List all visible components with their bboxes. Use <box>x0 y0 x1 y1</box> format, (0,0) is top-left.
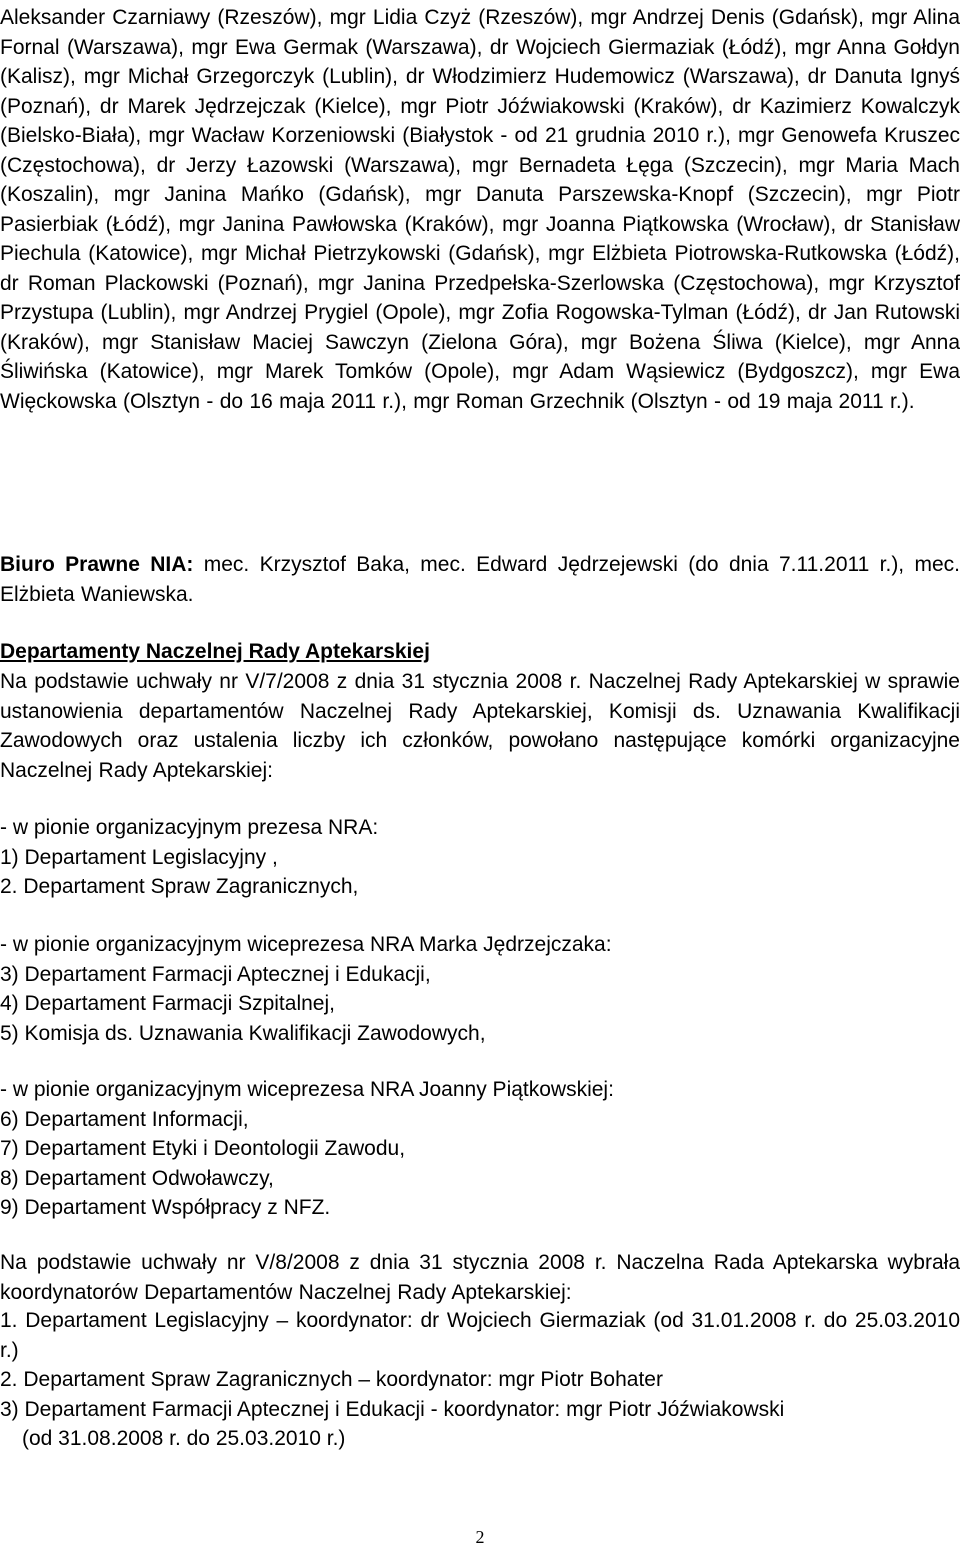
members-paragraph: Aleksander Czarniawy (Rzeszów), mgr Lidia Czyż (Rzeszów), mgr Andrzej Denis (Gdańsk), mgr Alina Fornal (Warszawa), mgr Ewa Germak (Warszawa), dr Wojciech Giermaziak (Łódź), mgr Anna Gołdyn (Kalisz), mgr Michał Grzegorczyk (Lublin), dr Włodzimierz Hudemowicz (Warszawa), dr Danuta Ignyś (Poznań), dr Marek Jędrzejczak (Kielce), mgr Piotr Jóźwiakowski (Kraków), dr Kazimierz Kowalczyk (Bielsko-Biała), mgr Wacław Korzeniowski (Białystok - od 21 grudnia 2010 r.), mgr Genowefa Kruszec (Częstochowa), dr Jerzy Łazowski (Warszawa), mgr Bernadeta Łęga (Szczecin), mgr Maria Mach (Koszalin), mgr Janina Mańko (Gdańsk), mgr Danuta Parszewska-Knopf (Szczecin), mgr Piotr Pasierbiak (Łódź), mgr Janina Pawłowska (Kraków), mgr Joanna Piątkowska (Wrocław), dr Stanisław Piechula (Katowice), mgr Michał Pietrzykowski (Gdańsk), mgr Elżbieta Piotrowska-Rutkowska (Łódź), dr Roman Plackowski (Poznań), mgr Janina Przedpełska-Szerlowska (Częstochowa), mgr Krzysztof Przystupa (Lublin), mgr Andrzej Prygiel (Opole), mgr Zofia Rogowska-Tylman (Łódź), dr Jan Rutowski (Kraków), mgr Stanisław Maciej Sawczyn (Zielona Góra), mgr Bożena Śliwa (Kielce), mgr Anna Śliwińska (Katowice), mgr Marek Tomków (Opole), mgr Adam Wąsiewicz (Bydgoszcz), mgr Ewa Więckowska (Olsztyn - do 16 maja 2011 r.), mgr Roman Grzechnik (Olsztyn - od 19 maja 2011 r.). <box>0 6 960 413</box>
legal-office-label: Biuro Prawne NIA: <box>0 553 194 576</box>
coordinator-item-3-dates: (od 31.08.2008 r. do 25.03.2010 r.) <box>22 1427 346 1450</box>
list-item: 6) Departament Informacji, <box>0 1107 249 1131</box>
group-title: - w pionie organizacyjnym wiceprezesa NRA Joanny Piątkowskiej: <box>0 1078 614 1101</box>
coordinators-list <box>0 1306 960 1454</box>
list-item: 1) Departament Legislacyjny , <box>0 845 278 869</box>
list-item: 3) Departament Farmacji Aptecznej i Edukacji, <box>0 962 431 986</box>
list-item: 4) Departament Farmacji Szpitalnej, <box>0 992 335 1015</box>
group-title: - w pionie organizacyjnym prezesa NRA: <box>0 816 379 839</box>
coordinator-item-2: 2. Departament Spraw Zagranicznych – koordynator: mgr Piotr Bohater <box>0 1368 663 1391</box>
coordinator-item-3: 3) Departament Farmacji Aptecznej i Edukacji - koordynator: mgr Piotr Jóźwiakowski <box>0 1397 785 1421</box>
department-group-vp-jedrzejczak <box>0 930 960 1048</box>
group-title: - w pionie organizacyjnym wiceprezesa NRA Marka Jędrzejczaka: <box>0 933 612 956</box>
department-group-president <box>0 813 960 902</box>
list-item: 9) Departament Współpracy z NFZ. <box>0 1196 331 1219</box>
legal-office-paragraph <box>0 550 960 609</box>
list-item: 8) Departament Odwoławczy, <box>0 1166 274 1190</box>
departments-heading: Departamenty Naczelnej Rady Aptekarskiej <box>0 640 430 663</box>
list-item: 5) Komisja ds. Uznawania Kwalifikacji Zawodowych, <box>0 1021 486 1045</box>
coordinator-item-1: 1. Departament Legislacyjny – koordynator: dr Wojciech Giermaziak (od 31.01.2008 r. do 25.03.2010 r.) <box>0 1309 960 1362</box>
page-number: 2 <box>475 1527 485 1547</box>
department-group-vp-piatkowska <box>0 1075 960 1223</box>
list-item: 2. Departament Spraw Zagranicznych, <box>0 875 359 898</box>
list-item: 7) Departament Etyki i Deontologii Zawodu, <box>0 1137 406 1160</box>
resolution-paragraph-2: Na podstawie uchwały nr V/8/2008 z dnia 31 stycznia 2008 r. Naczelna Rada Aptekarska wybrała koordynatorów Departamentów Naczelnej Rady Aptekarskiej: <box>0 1251 960 1304</box>
resolution-paragraph-1: Na podstawie uchwały nr V/7/2008 z dnia 31 stycznia 2008 r. Naczelnej Rady Aptekarskiej w sprawie ustanowienia departamentów Naczelnej Rady Aptekarskiej, Komisji ds. Uznawania Kwalifikacji Zawodowych oraz ustalenia liczby ich członków, powołano następujące komórki organizacyjne Naczelnej Rady Aptekarskiej: <box>0 670 960 782</box>
legal-office-text: mec. Krzysztof Baka, mec. Edward Jędrzejewski (do dnia 7.11.2011 r.), mec. Elżbieta Waniewska. <box>0 553 960 606</box>
